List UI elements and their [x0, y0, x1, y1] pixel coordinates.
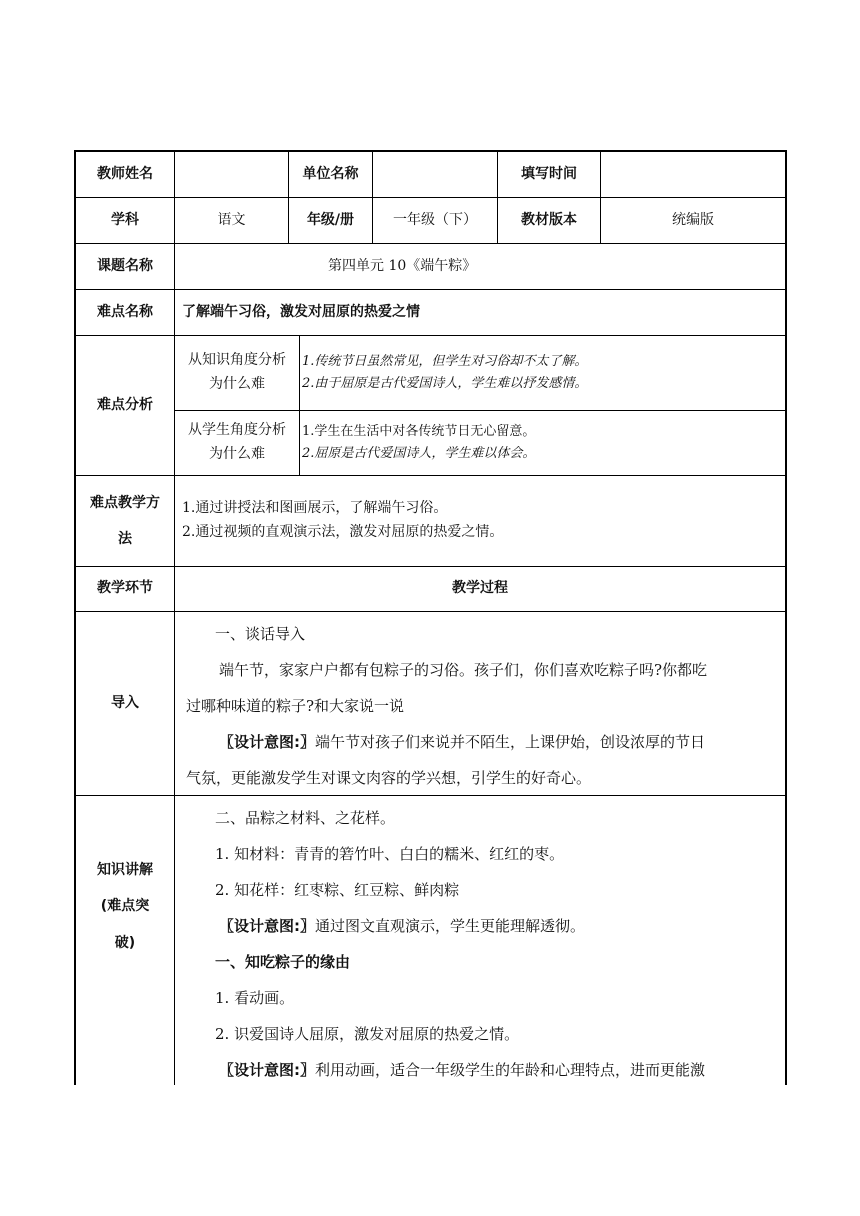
method-text [182, 476, 782, 566]
fill-time-value [601, 152, 785, 197]
knowledge-heading-2: 一、知吃粽子的缘由 [215, 953, 351, 971]
knowledge-line-2: 2.由于屈原是古代爱国诗人，学生难以抒发感情。 [302, 376, 588, 391]
intro-label: 导入 [111, 695, 139, 711]
intro-p1-line2: 过哪种味道的粽子?和大家说一说 [186, 697, 405, 715]
knowledge-heading: 二、品粽之材料、之花样。 [215, 809, 396, 827]
intro-heading: 一、谈话导入 [215, 625, 306, 643]
intro-design-label: 〖设计意图:〗 [219, 733, 315, 751]
knowledge-design1-label: 〖设计意图:〗 [219, 917, 315, 935]
knowledge-angle-label: 从知识角度分析为什么难 [188, 352, 286, 392]
knowledge-item-1: 1. 知材料：青青的箬竹叶、白白的糯米、红红的枣。 [215, 845, 565, 863]
knowledge-design2-label: 〖设计意图:〗 [219, 1061, 315, 1079]
analysis-label: 难点分析 [97, 396, 153, 413]
intro-design-line2: 气氛，更能激发学生对课文肉容的学兴想，引学生的好奇心。 [186, 769, 592, 787]
lesson-table [74, 150, 787, 1085]
subject-label: 学科 [111, 211, 139, 228]
lesson-value: 第四单元 10《端午粽》 [328, 257, 477, 274]
intro-design [219, 731, 705, 754]
grade-value: 一年级（下） [393, 211, 477, 228]
knowledge-design-1 [219, 915, 585, 938]
knowledge-label: 知识讲解 (难点突 破) [97, 862, 153, 951]
teacher-name-value [175, 152, 288, 197]
lesson-label: 课题名称 [97, 257, 153, 274]
difficulty-value: 了解端午习俗，激发对屈原的热爱之情 [182, 303, 420, 320]
method-label: 难点教学方 法 [90, 494, 160, 547]
student-line-1: 1.学生在生活中对各传统节日无心留意。 [302, 423, 536, 439]
unit-name-value [373, 152, 497, 197]
knowledge-item-3: 1. 看动画。 [215, 989, 295, 1007]
knowledge-item-4: 2. 识爱国诗人屈原，激发对屈原的热爱之情。 [215, 1025, 520, 1043]
process-header: 教学过程 [452, 580, 508, 597]
knowledge-item-2: 2. 知花样：红枣粽、红豆粽、鲜肉粽 [215, 881, 460, 899]
knowledge-design1-text: 通过图文直观演示，学生更能理解透彻。 [315, 917, 586, 935]
knowledge-line-1: 1.传统节日虽然常见，但学生对习俗却不太了解。 [302, 353, 588, 369]
stage-header: 教学环节 [97, 580, 153, 597]
student-angle-text [302, 411, 782, 475]
grade-label: 年级/册 [306, 211, 355, 228]
intro-p1-line1: 端午节，家家户户都有包粽子的习俗。孩子们，你们喜欢吃粽子吗?你都吃 [219, 661, 708, 679]
knowledge-design-2 [219, 1059, 705, 1082]
teacher-name-label: 教师姓名 [97, 165, 153, 182]
unit-name-label: 单位名称 [302, 165, 359, 182]
knowledge-design2-text: 利用动画，适合一年级学生的年龄和心理特点，进而更能激 [315, 1061, 706, 1079]
method-line-1: 1.通过讲授法和图画展示，了解端午习俗。 [182, 500, 448, 517]
subject-value: 语文 [217, 211, 246, 228]
intro-design-line1: 端午节对孩子们来说并不陌生，上课伊始，创设浓厚的节日 [315, 733, 706, 751]
textbook-value: 统编版 [672, 211, 714, 228]
fill-time-label: 填写时间 [521, 165, 577, 182]
student-line-2: 2.屈原是古代爱国诗人，学生难以体会。 [302, 446, 536, 461]
difficulty-label: 难点名称 [97, 303, 153, 320]
method-line-2: 2.通过视频的直观演示法，激发对屈原的热爱之情。 [182, 524, 504, 540]
knowledge-angle-text [302, 336, 782, 410]
textbook-label: 教材版本 [521, 211, 577, 228]
student-angle-label: 从学生角度分析为什么难 [188, 422, 286, 462]
